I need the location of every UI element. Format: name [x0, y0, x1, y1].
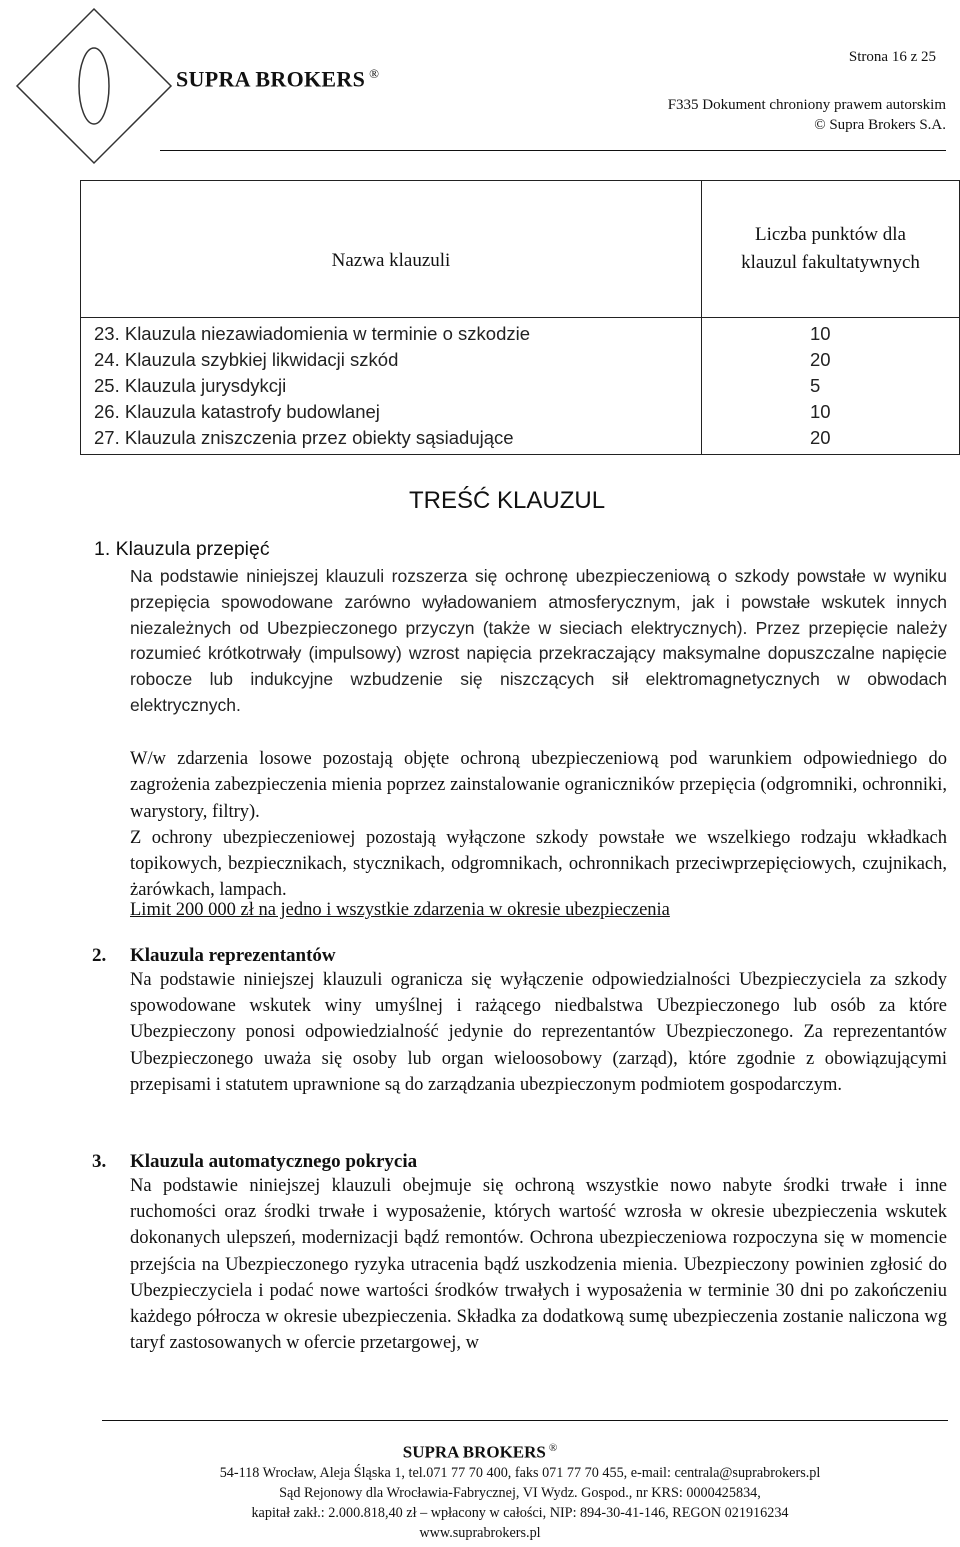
page-number: Strona 16 z 25 [848, 49, 936, 65]
clause-3 [92, 1151, 947, 1356]
table-row-name: 26. Klauzula katastrofy budowlanej [94, 401, 380, 422]
clause-1-limit: Limit 200 000 zł na jedno i wszystkie zdarzenia w okresie ubezpieczenia [130, 900, 670, 920]
clause-2 [92, 945, 947, 1098]
clause-1-conditions [130, 746, 947, 904]
clause-names-cell [81, 318, 702, 455]
clause-2-number: 2. [92, 945, 107, 966]
table-row-points: 20 [810, 427, 831, 448]
footer-brand: SUPRA BROKERS ® [402, 1442, 558, 1462]
table-row-name: 23. Klauzula niezawiadomienia w terminie o szkodzie [94, 323, 531, 344]
clause-2-body [130, 967, 947, 1098]
clause-1-body [130, 564, 947, 719]
clause-3-title: Klauzula automatycznego pokrycia [130, 1151, 418, 1172]
table-header-row [81, 181, 960, 318]
copyright-notice: © Supra Brokers S.A. [814, 117, 946, 133]
column-header-name: Nazwa klauzuli [81, 181, 702, 318]
table-row-points: 5 [810, 375, 821, 396]
company-logo-icon [14, 6, 174, 166]
footer-registered-mark: ® [548, 1442, 558, 1454]
footer-court-registry: Sąd Rejonowy dla Wrocławia-Fabrycznej, VI Wydz. Gospod., nr KRS: 0000425834, [279, 1485, 761, 1501]
clause-1-heading: 1. Klauzula przepięć [94, 538, 270, 560]
footer-website: www.suprabrokers.pl [419, 1525, 541, 1541]
column-header-points: Liczba punktów dla klauzul fakultatywnych [702, 181, 960, 318]
clause-1-paragraph: W/w zdarzenia losowe pozostają objęte ochroną ubezpieczeniową pod warunkiem odpowiedniego do zagrożenia zabezpieczenia mienia poprzez zainstalowanie ograniczników przepięcia (odgromniki, ochronniki, warystory, filtry). [130, 749, 947, 822]
brand-name: SUPRA BROKERS ® [176, 66, 380, 92]
clause-2-heading [92, 945, 947, 967]
clauses-table [80, 180, 960, 455]
table-row-name: 24. Klauzula szybkiej likwidacji szkód [94, 349, 399, 370]
clause-2-title: Klauzula reprezentantów [130, 945, 336, 966]
header-divider [160, 150, 946, 151]
table-row-name: 25. Klauzula jurysdykcji [94, 375, 287, 396]
section-title: TREŚĆ KLAUZUL [409, 487, 606, 514]
table-body-row [81, 318, 960, 455]
table-row-name: 27. Klauzula zniszczenia przez obiekty sąsiadujące [94, 427, 514, 448]
table-row-points: 20 [810, 349, 831, 370]
clause-3-paragraph: Na podstawie niniejszej klauzuli obejmuje się ochroną wszystkie nowo nabyte środki trwałe i inne ruchomości oraz środki trwałe i wyposażenie, których wartość wzrosła w okresie ubezpieczenia wskutek dokonanych ulepszeń, modernizacji bądź remontów. Ochrona ubezpieczeniowa rozpoczyna się w momencie przejścia na Ubezpieczonego ryzyka utracenia bądź uszkodzenia mienia. Ubezpieczony powinien zgłosić do Ubezpieczyciela i podać nowe wartości środków trwałych i wyposażenia w terminie 30 dni po zakończeniu każdego półrocza w okresie ubezpieczenia. Składka za dodatkową sumę ubezpieczenia zostanie naliczona wg taryf zastosowanych w ofercie przetargowej, w [130, 1176, 947, 1354]
table-row-points: 10 [810, 401, 831, 422]
footer-divider [102, 1420, 948, 1421]
table-row-points: 10 [810, 323, 831, 344]
clause-1-paragraph: Na podstawie niniejszej klauzuli rozszerza się ochronę ubezpieczeniową o szkody powstałe w wyniku przepięcia spowodowane zarówno wyładowaniem atmosferycznym, jak i powstałe wskutek innych niezależnych od Ubezpieczonego przyczyn (także w sieciach elektrycznych). Przez przepięcie należy rozumieć krótkotrwały (impulsowy) wzrost napięcia przekraczający maksymalne dopuszczalne napięcie robocze lub indukcyjne wzbudzenie się niszczących sił elektromagnetycznych w obwodach elektrycznych. [130, 566, 947, 715]
clause-2-paragraph: Na podstawie niniejszej klauzuli ogranicza się wyłączenie odpowiedzialności Ubezpieczyciela za szkody spowodowane wskutek winy umyślnej i rażącego niedbalstwa Ubezpieczonego lub osób za które Ubezpieczony ponosi odpowiedzialność jedynie do reprezentantów Ubezpieczonego. Za reprezentantów Ubezpieczonego uważa się osoby lub organ wieloosobowy (zarząd), które zgodnie z obowiązującymi przepisami i statutem uprawnione są do zarządzania ubezpieczonym podmiotem gospodarczym. [130, 970, 947, 1095]
clause-points-cell [702, 318, 960, 455]
footer-capital-info: kapitał zakł.: 2.000.818,40 zł – wpłacony w całości, NIP: 894-30-41-146, REGON 021916234 [251, 1505, 789, 1521]
clause-3-heading [92, 1151, 947, 1173]
clause-3-body [130, 1173, 947, 1356]
registered-mark: ® [369, 66, 380, 81]
clause-3-number: 3. [92, 1151, 107, 1172]
footer-address: 54-118 Wrocław, Aleja Śląska 1, tel.071 77 70 400, faks 071 77 70 455, e-mail: centrala@suprabrokers.pl [219, 1465, 821, 1481]
clause-1-paragraph: Z ochrony ubezpieczeniowej pozostają wyłączone szkody powstałe we wszelkiego rodzaju wkładkach topikowych, bezpiecznikach, stycznikach, odgromnikach, ochronnikach przeciwprzepięciowych, czujnikach, żarówkach, lampach. [130, 827, 947, 901]
document-notice: F335 Dokument chroniony prawem autorskim [667, 97, 946, 113]
